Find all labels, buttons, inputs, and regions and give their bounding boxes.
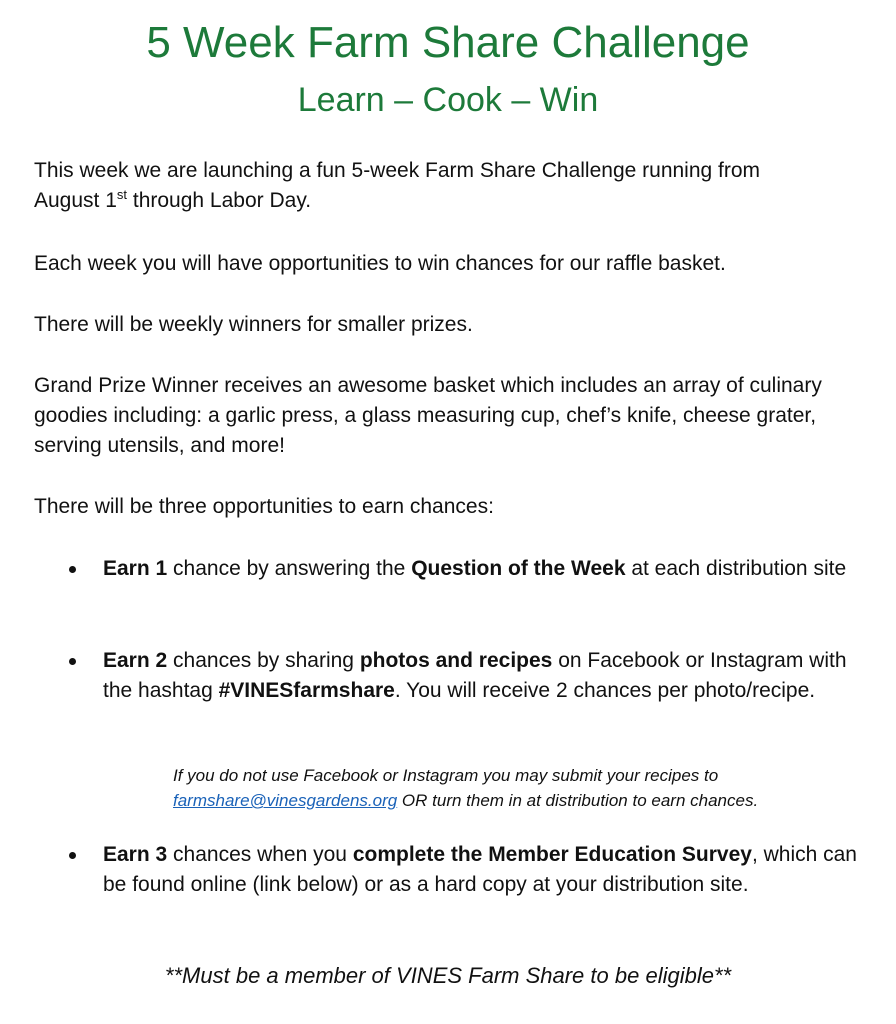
intro-superscript: st: [116, 187, 128, 202]
list-item-text-part: chances when you: [167, 843, 353, 866]
list-item-text: [103, 840, 868, 900]
grand-prize-paragraph: Grand Prize Winner receives an awesome basket which includes an array of culinary goodies including: a garlic press, a glass measuring cup, chef’s knife, cheese grater, serving utensils, and more!: [34, 374, 822, 457]
intro-line-2b: through Labor Day.: [127, 189, 312, 212]
list-item-text-part: chances by sharing: [167, 649, 360, 672]
list-item-text: [103, 554, 868, 584]
intro-line-2a: August 1: [34, 189, 117, 212]
eligibility-footer: **Must be a member of VINES Farm Share to be eligible**: [164, 963, 732, 988]
opportunities-paragraph: There will be three opportunities to earn chances:: [34, 495, 494, 518]
intro-paragraph: [34, 156, 869, 216]
email-link[interactable]: farmshare@vinesgardens.org: [173, 791, 398, 810]
list-item-text-part: at each distribution site: [625, 557, 847, 580]
hashtag-label: #VINESfarmshare: [218, 679, 395, 702]
weekly-paragraph: Each week you will have opportunities to win chances for our raffle basket.: [34, 252, 726, 275]
page-title: 5 Week Farm Share Challenge: [146, 18, 750, 67]
alternative-submission-note: [173, 763, 863, 813]
intro-line-1: This week we are launching a fun 5-week Farm Share Challenge running from: [34, 159, 761, 182]
earn-3-label: Earn 3: [103, 843, 168, 866]
earn-1-label: Earn 1: [103, 557, 168, 580]
survey-label: complete the Member Education Survey: [352, 843, 752, 866]
question-of-week-label: Question of the Week: [411, 557, 626, 580]
photos-recipes-label: photos and recipes: [359, 649, 553, 672]
list-item-text-part: , which can be found online (link below) or as a hard copy at your distribution site.: [103, 843, 857, 896]
note-text: If you do not use Facebook or Instagram you may submit your recipes to: [173, 766, 719, 785]
list-item-text-part: on Facebook or Instagram with the hashtag: [103, 649, 847, 702]
note-text: OR turn them in at distribution to earn chances.: [397, 791, 759, 810]
earn-2-label: Earn 2: [103, 649, 168, 672]
page-subtitle: Learn – Cook – Win: [297, 81, 599, 119]
list-item-text-part: . You will receive 2 chances per photo/recipe.: [394, 679, 816, 702]
list-item-text-part: chance by answering the: [167, 557, 412, 580]
list-item-text: [103, 646, 868, 706]
winners-paragraph: There will be weekly winners for smaller prizes.: [34, 313, 473, 336]
